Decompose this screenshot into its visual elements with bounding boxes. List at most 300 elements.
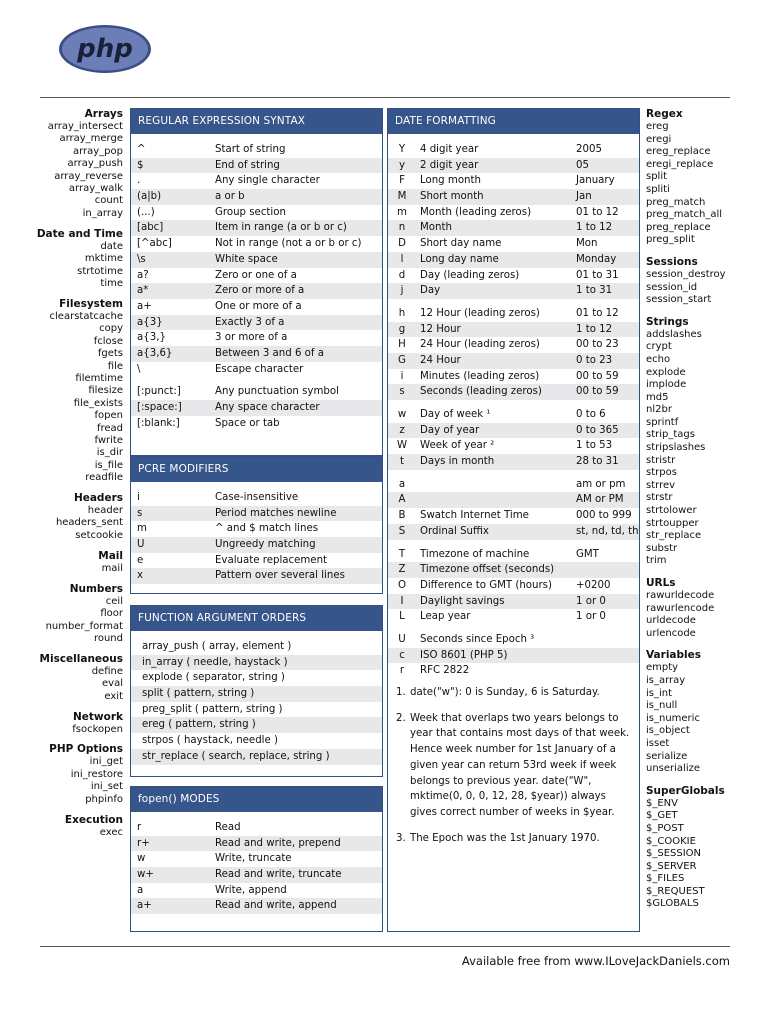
date-format-example: 0 to 23 [576,354,613,366]
function-signature: ereg ( pattern, string ) [142,719,256,731]
date-format-char: c [399,649,405,661]
footnote-number: 2. [396,712,406,724]
function-group [28,108,123,220]
date-format-example: 05 [576,159,589,171]
regex-row [131,362,382,378]
function-group [646,316,756,568]
function-arg-row [131,655,382,671]
function-name: explode [646,366,686,378]
date-format-example: Monday [576,253,617,265]
function-group-title: Headers [73,492,123,505]
row-description: Read and write, prepend [215,837,341,849]
function-arg-row [131,639,382,655]
date-format-description: Month [420,222,452,234]
function-name: trim [646,555,667,567]
date-format-row [388,423,639,439]
function-name: split [646,171,668,183]
date-format-row [388,547,639,563]
regex-row [131,173,382,189]
fopen-row [131,898,382,914]
function-name: ereg_replace [646,146,711,158]
function-group-title: Strings [646,315,689,328]
date-format-row [388,562,639,578]
function-name: preg_split [646,234,695,246]
date-format-example [576,632,639,648]
date-format-char: L [399,611,405,623]
date-format-row [388,353,639,369]
date-format-row [388,369,639,385]
row-code: m [137,523,147,535]
function-name: sprintf [646,416,679,428]
date-format-example: GMT [576,548,599,560]
function-name: is_int [646,687,673,699]
function-name: isset [646,737,670,749]
function-name: array_walk [68,183,123,195]
date-format-example: Mon [576,238,598,250]
date-format-description: Days in month [420,456,495,468]
regex-meaning: Between 3 and 6 of a [215,347,324,359]
php-logo [58,24,152,74]
date-formatting-title: DATE FORMATTING [388,109,639,134]
date-format-example: am or pm [576,478,626,490]
regex-pattern: a{3} [137,316,163,328]
date-format-description: Day (leading zeros) [420,269,520,281]
row-description: Write, truncate [215,853,292,865]
date-format-description: Month (leading zeros) [420,206,532,218]
function-name: exit [104,690,123,702]
date-format-description: Swatch Internet Time [420,510,529,522]
function-group [28,814,123,839]
date-format-example: 1 or 0 [576,595,606,607]
function-name: floor [100,608,123,620]
regex-meaning: Start of string [215,144,286,155]
function-name: substr [646,542,678,554]
date-format-row [388,477,639,493]
date-format-row [388,283,639,299]
function-name: empty [646,662,679,674]
regex-row [131,158,382,174]
date-format-example: 1 to 12 [576,222,613,234]
regex-meaning: Zero or one of a [215,269,297,281]
regex-row [131,236,382,252]
function-name: eregi [646,133,672,145]
row-code: U [137,539,145,551]
fopen-row [131,867,382,883]
function-group-title: Date and Time [36,227,123,240]
function-name: array_merge [59,133,123,145]
date-format-description: 24 Hour [420,354,461,366]
regex-row [131,400,382,416]
function-name: implode [646,379,687,391]
pcre-row [131,521,382,537]
regex-pattern: [:space:] [137,402,182,413]
function-name: exec [99,826,123,838]
function-name: file_exists [73,397,123,409]
function-group [646,108,756,247]
date-format-description: 4 digit year [420,144,479,155]
function-signature: str_replace ( search, replace, string ) [142,750,330,762]
row-description: Period matches newline [215,507,337,519]
function-name: number_format [45,620,123,632]
row-description: Read and write, append [215,900,337,912]
date-format-description: Minutes (leading zeros) [420,370,540,382]
date-format-row [388,508,639,524]
date-format-char: y [398,159,406,171]
date-format-description [410,492,576,508]
date-format-char: I [400,595,404,607]
function-name: preg_replace [646,221,711,233]
pcre-modifiers-rows [131,482,382,584]
function-signature: preg_split ( pattern, string ) [142,703,283,715]
date-format-example: Jan [576,191,592,203]
regex-row [131,189,382,205]
row-code: r+ [137,837,150,849]
function-arg-row [131,733,382,749]
date-format-char: n [398,222,406,234]
date-format-example: 0 to 365 [576,424,619,436]
function-group-title: Filesystem [59,297,123,310]
logo-text: php [77,34,133,64]
date-format-char: D [398,238,406,250]
group-gap [388,625,639,632]
group-gap [388,400,639,407]
function-group-title: SuperGlobals [646,784,725,797]
regex-row [131,416,382,432]
function-name: fgets [97,348,123,360]
regex-pattern: (...) [137,206,155,218]
function-name: is_numeric [646,712,700,724]
footnote [396,831,631,847]
function-name: session_id [646,281,698,293]
pcre-row [131,537,382,553]
date-format-description: Daylight savings [420,595,505,607]
function-arg-row [131,717,382,733]
row-code: a+ [137,900,152,912]
function-name: in_array [82,207,123,219]
top-divider [40,97,730,98]
function-name: ereg [646,121,669,132]
function-name: unserialize [646,763,701,775]
regex-pattern: \s [137,253,146,265]
function-name: strip_tags [646,429,695,441]
fopen-row [131,820,382,836]
regex-pattern: a{3,6} [137,347,173,359]
function-name: $_COOKIE [646,835,696,847]
date-format-row [388,142,639,158]
regex-row [131,252,382,268]
function-name: rawurldecode [646,590,715,601]
date-format-example: 000 to 999 [576,510,632,522]
footnote-number: 3. [396,832,406,844]
function-group [646,577,756,640]
fopen-modes-rows [131,812,382,914]
date-format-example: st, nd, td, th [576,525,639,537]
function-name: strtoupper [646,517,699,529]
date-format-row [388,189,639,205]
function-name: round [93,632,123,644]
function-group-title: Execution [64,813,123,826]
date-format-char: s [399,386,405,398]
regex-row [131,330,382,346]
date-format-char: t [400,456,404,468]
row-code: r [137,822,142,833]
row-description: Write, append [215,884,287,896]
date-format-description: Short day name [420,238,502,250]
date-format-row [388,663,639,679]
regex-pattern: \ [137,363,141,375]
pcre-modifiers-box [130,456,383,594]
function-name: filesize [88,385,123,397]
date-format-example: 2005 [576,144,602,155]
date-format-char: M [397,191,407,203]
regex-meaning: Zero or more of a [215,285,305,297]
date-format-description: ISO 8601 (PHP 5) [420,649,508,661]
date-format-char: H [398,339,406,351]
function-name: $_SESSION [646,848,702,860]
row-description: Case-insensitive [215,492,299,503]
date-format-description: Ordinal Suffix [420,525,489,537]
date-format-char: T [398,548,406,560]
function-name: strtolower [646,505,697,517]
fopen-modes-box [130,786,383,932]
pcre-row [131,553,382,569]
date-format-row [388,632,639,648]
regex-pattern: a? [137,269,149,281]
function-name: $_SERVER [646,860,697,872]
regex-pattern: . [137,175,141,187]
regex-syntax-box [130,108,383,456]
row-description: Evaluate replacement [215,554,328,566]
date-format-row [388,236,639,252]
row-code: s [137,507,143,519]
date-format-char: r [399,665,405,677]
function-group [646,785,756,911]
function-name: is_dir [96,447,123,459]
date-format-example [576,648,639,664]
function-group-title: Regex [646,108,683,120]
date-format-row [388,578,639,594]
date-format-description: 24 Hour (leading zeros) [420,339,540,351]
function-name: strpos [646,467,677,479]
date-format-description: Day of week ¹ [420,409,491,420]
function-name: md5 [646,391,669,403]
function-group-title: Variables [646,649,701,662]
date-format-example: 0 to 6 [576,409,606,420]
date-format-char: i [400,370,404,382]
function-name: count [94,195,123,207]
date-format-char: F [399,175,405,187]
function-name: $_FILES [646,873,685,885]
date-format-description: Seconds since Epoch ³ [420,633,535,645]
date-format-example: 1 to 12 [576,323,613,335]
regex-row [131,142,382,158]
function-args-rows [131,631,382,765]
date-format-char: G [398,354,406,366]
function-name: strstr [646,492,673,504]
regex-row [131,283,382,299]
function-args-box [130,605,383,777]
function-name: phpinfo [85,793,123,805]
function-name: mktime [84,253,123,265]
regex-meaning: 3 or more of a [215,332,288,344]
regex-meaning: End of string [215,159,280,171]
regex-meaning: Any single character [215,175,320,187]
date-format-char: w [397,409,407,420]
row-description: Read and write, truncate [215,869,342,881]
function-name: stristr [646,454,676,466]
date-format-char: Y [398,144,406,155]
date-format-row [388,220,639,236]
regex-syntax-title: REGULAR EXPRESSION SYNTAX [131,109,382,134]
function-name: echo [646,353,671,365]
regex-meaning: Exactly 3 of a [215,316,285,328]
date-format-description: 12 Hour [420,323,461,335]
function-name: is_object [646,725,690,737]
regex-pattern: a{3,} [137,332,166,344]
function-name: strtotime [77,265,123,277]
function-name: copy [99,323,123,335]
date-format-description: Week of year ² [420,440,495,452]
function-name: eval [102,678,123,690]
function-name: $_GET [646,810,678,822]
regex-pattern: (a|b) [137,191,162,203]
date-format-description: 12 Hour (leading zeros) [420,307,540,319]
function-signature: split ( pattern, string ) [142,688,255,700]
function-group [28,583,123,646]
function-name: header [87,505,123,517]
function-group [646,256,756,307]
function-name: time [100,277,123,289]
date-format-row [388,322,639,338]
function-name: mail [101,562,123,574]
right-function-index [646,108,756,920]
function-name: preg_match [646,196,706,208]
function-arg-row [131,686,382,702]
function-name: is_array [646,674,686,686]
date-format-example: 00 to 23 [576,339,619,351]
date-format-char: z [399,424,405,436]
footnote [396,711,631,821]
regex-row [131,299,382,315]
footnote-text: date("w"): 0 is Sunday, 6 is Saturday. [410,687,600,698]
date-format-row [388,158,639,174]
function-signature: explode ( separator, string ) [142,672,285,684]
pcre-modifiers-title: PCRE MODIFIERS [131,457,382,482]
date-format-description: Long day name [420,253,499,265]
regex-pattern: a* [137,285,149,297]
function-group-title: Network [72,710,123,723]
regex-syntax-rows [131,134,382,431]
regex-meaning: One or more of a [215,300,302,312]
function-name: is_null [646,700,678,712]
bottom-divider [40,946,730,947]
function-group [28,550,123,575]
date-format-example: 1 to 31 [576,285,613,297]
function-name: setcookie [75,529,123,541]
fopen-modes-title: fopen() MODES [131,787,382,812]
date-format-description: 2 digit year [420,159,479,171]
date-format-row [388,337,639,353]
date-format-row [388,492,639,508]
pcre-row [131,490,382,506]
footnote-text: The Epoch was the 1st January 1970. [410,832,600,844]
date-format-char: d [398,269,406,281]
function-name: nl2br [646,404,672,416]
function-group-title: Sessions [646,255,698,268]
date-format-description: Day [420,285,441,297]
date-format-char: U [398,633,406,645]
regex-meaning: Group section [215,206,286,218]
date-footnotes [388,679,639,846]
function-name: addslashes [646,328,702,340]
function-name: date [100,240,123,252]
function-arg-row [131,670,382,686]
date-format-row [388,306,639,322]
date-format-example [576,562,639,578]
date-format-row [388,384,639,400]
date-format-char: l [400,253,404,265]
group-gap [131,377,382,384]
date-format-char: g [398,323,406,335]
regex-pattern: [:blank:] [137,417,180,429]
date-format-example: 01 to 12 [576,206,619,218]
date-format-example: 1 or 0 [576,611,606,623]
pcre-row [131,506,382,522]
regex-row [131,384,382,400]
regex-meaning: Any space character [215,402,320,413]
group-gap [388,299,639,306]
function-group-title: Numbers [69,582,123,595]
function-name: ini_restore [70,768,123,780]
function-name: array_reverse [54,170,123,182]
function-name: urldecode [646,615,696,627]
function-name: session_start [646,294,712,306]
regex-row [131,315,382,331]
date-format-example: 01 to 12 [576,307,619,319]
date-format-char: S [398,525,406,537]
regex-pattern: ^ [137,144,146,155]
function-arg-row [131,702,382,718]
function-group [28,653,123,703]
regex-meaning: Space or tab [215,417,280,429]
regex-meaning: Item in range (a or b or c) [215,222,347,234]
date-format-char: A [398,494,406,506]
pcre-row [131,568,382,584]
function-name: rawurlencode [646,602,715,614]
date-format-row [388,205,639,221]
row-code: x [137,570,144,582]
footnote-number: 1. [396,687,406,698]
date-format-example: +0200 [576,579,611,591]
function-name: spliti [646,183,670,195]
function-group-title: Arrays [84,108,123,120]
date-format-row [388,173,639,189]
function-group [646,649,756,775]
date-format-row [388,594,639,610]
date-format-example: 00 to 59 [576,386,619,398]
function-name: strrev [646,479,676,491]
footnote [396,685,631,701]
date-format-char: j [400,285,404,297]
function-group [28,743,123,806]
function-signature: strpos ( haystack, needle ) [142,735,278,747]
function-name: ini_set [90,781,123,793]
row-description: Ungreedy matching [215,539,316,551]
regex-meaning: a or b [215,191,245,203]
regex-pattern: a+ [137,300,152,312]
date-format-char: a [398,478,406,490]
regex-row [131,205,382,221]
